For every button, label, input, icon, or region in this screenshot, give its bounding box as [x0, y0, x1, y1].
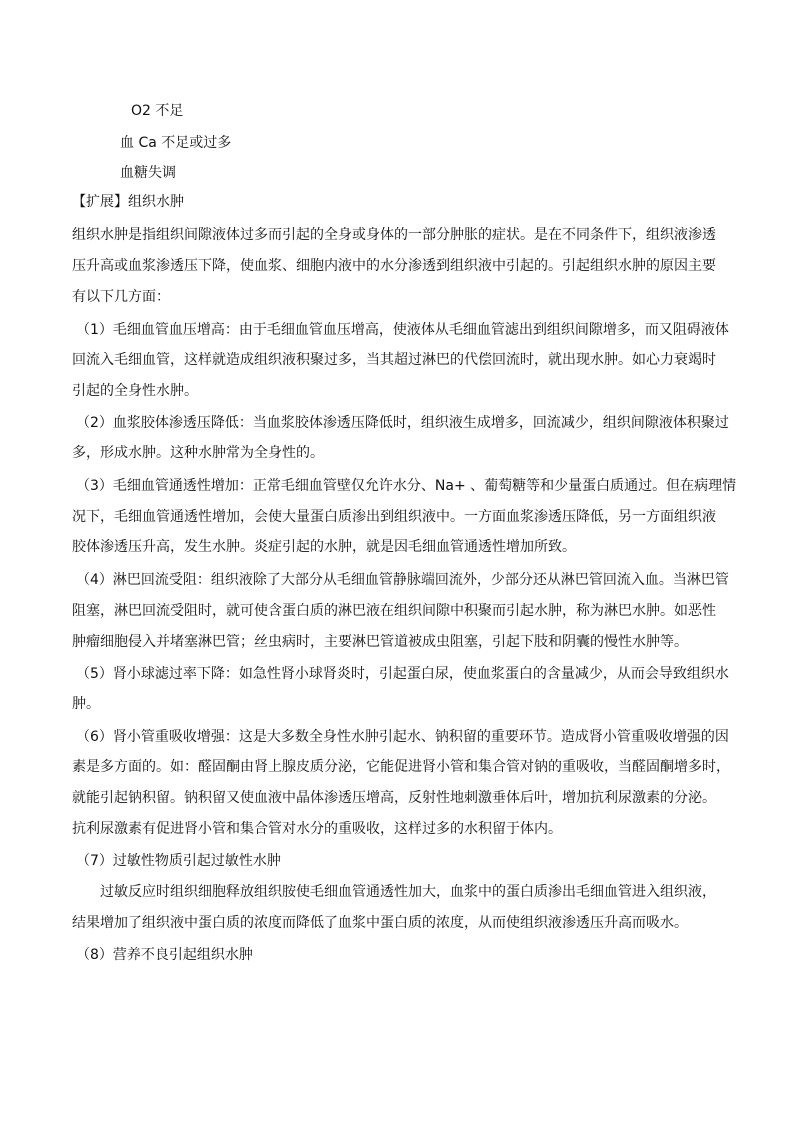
paragraph-line: 组织水肿是指组织间隙液体过多而引起的全身或身体的一部分肿胀的症状。是在不同条件下，组织液渗透	[72, 227, 716, 243]
item-3-line: （3）毛细血管通透性增加：正常毛细血管壁仅允许水分、Na+ 、葡萄糖等和少量蛋白质通过。但在病理情	[76, 478, 737, 494]
item-6-line: 就能引起钠积留。钠积留又使血液中晶体渗透压增高，反射性地刺激垂体后叶，增加抗利尿激素的分泌。	[72, 790, 716, 806]
item-5-line: 肿。	[72, 696, 100, 712]
item-3-line: 胶体渗透压升高，发生水肿。炎症引起的水肿，就是因毛细血管通透性增加所致。	[72, 539, 576, 555]
text-line-blood-sugar: 血糖失调	[120, 165, 176, 181]
item-1-line: （1）毛细血管血压增高：由于毛细血管血压增高，使液体从毛细血管滤出到组织间隙增多，而又阻碍液体	[76, 322, 729, 338]
item-4-line: （4）淋巴回流受阻：组织液除了大部分从毛细血管静脉端回流外，少部分还从淋巴管回流入血。当淋巴管	[76, 572, 729, 588]
section-heading: 【扩展】组织水肿	[72, 194, 184, 210]
paragraph-line: 压升高或血浆渗透压下降，使血浆、细胞内液中的水分渗透到组织液中引起的。引起组织水肿的原因主要	[72, 258, 716, 274]
text-line-calcium: 血 Ca 不足或过多	[120, 135, 232, 151]
item-6-line: （6）肾小管重吸收增强：这是大多数全身性水肿引起水、钠积留的重要环节。造成肾小管重吸收增强的因	[76, 729, 729, 745]
item-8-heading: （8）营养不良引起组织水肿	[76, 947, 253, 963]
item-1-line: 引起的全身性水肿。	[72, 383, 198, 399]
item-7-heading: （7）过敏性物质引起过敏性水肿	[76, 853, 281, 869]
item-1-line: 回流入毛细血管，这样就造成组织液积聚过多，当其超过淋巴的代偿回流时，就出现水肿。如心力衰竭时	[72, 352, 716, 368]
item-6-line: 抗利尿激素有促进肾小管和集合管对水分的重吸收，这样过多的水积留于体内。	[72, 821, 562, 837]
paragraph-line: 有以下几方面：	[72, 289, 170, 305]
item-2-line: （2）血浆胶体渗透压降低：当血浆胶体渗透压降低时，组织液生成增多，回流减少，组织间隙液体积聚过	[76, 415, 729, 431]
item-4-line: 肿瘤细胞侵入并堵塞淋巴管；丝虫病时，主要淋巴管道被成虫阻塞，引起下肢和阴囊的慢性水肿等。	[72, 634, 688, 650]
item-7-line: 结果增加了组织液中蛋白质的浓度而降低了血浆中蛋白质的浓度，从而使组织液渗透压升高而吸水。	[72, 915, 688, 931]
item-3-line: 况下，毛细血管通透性增加，会使大量蛋白质渗出到组织液中。一方面血浆渗透压降低，另一方面组织液	[72, 509, 716, 525]
text-line-o2: O2 不足	[131, 103, 184, 119]
item-2-line: 多，形成水肿。这种水肿常为全身性的。	[72, 445, 324, 461]
item-6-line: 素是多方面的。如：醛固酮由肾上腺皮质分泌，它能促进肾小管和集合管对钠的重吸收，当醛固酮增多时，	[72, 759, 730, 775]
item-5-line: （5）肾小球滤过率下降：如急性肾小球肾炎时，引起蛋白尿，使血浆蛋白的含量减少，从而会导致组织水	[76, 666, 729, 682]
item-7-line: 过敏反应时组织细胞释放组织胺使毛细血管通透性加大，血浆中的蛋白质渗出毛细血管进入组织液，	[100, 884, 716, 900]
item-4-line: 阻塞，淋巴回流受阻时，就可使含蛋白质的淋巴液在组织间隙中积聚而引起水肿，称为淋巴水肿。如恶性	[72, 603, 716, 619]
